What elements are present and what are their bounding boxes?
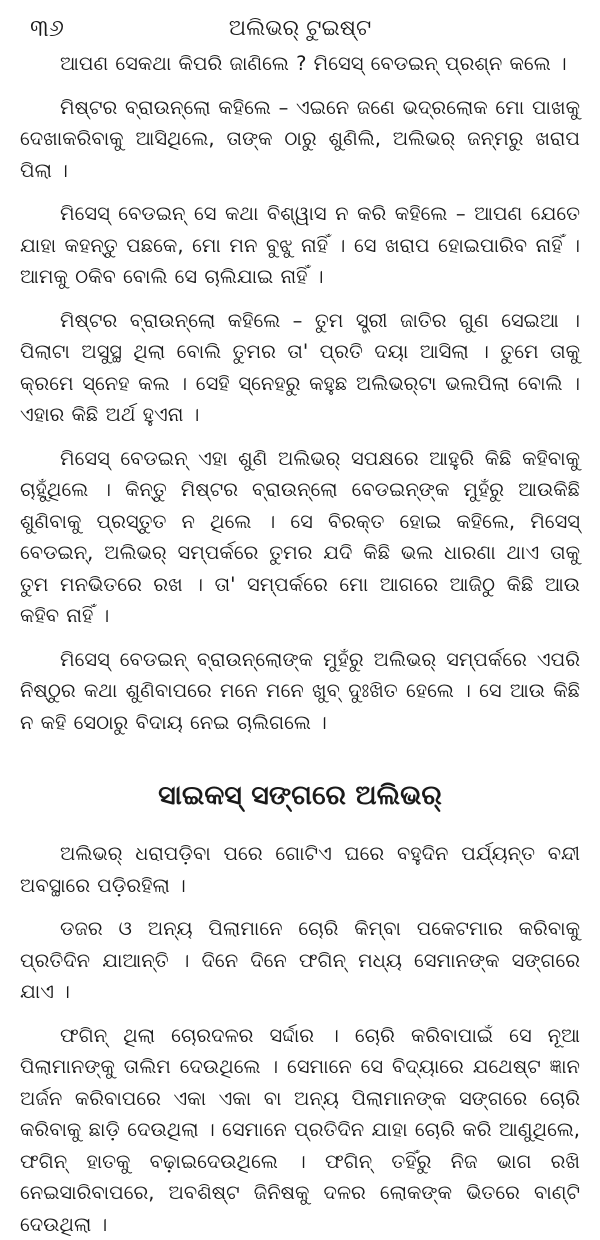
running-title: ଅଲିଭର୍ ଟୁଇଷ୍ଟ xyxy=(20,16,580,41)
paragraph: ଡଜର ଓ ଅନ୍ୟ ପିଲାମାନେ ଚୋରି କିମ୍ବା ପକେଟମାର କରିବାକୁ ପ୍ରତିଦିନ ଯାଆନ୍ତି । ଦିନେ ଦିନେ ଫଗିନ୍ ମଧ୍ୟ ସେମାନଙ୍କ ସଙ୍ଗରେ ଯାଏ । xyxy=(20,913,580,1008)
paragraph: ଆପଣ ସେକଥା କିପରି ଜାଣିଲେ ? ମିସେସ୍ ବେଡଇନ୍ ପ୍ରଶ୍ନ କଲେ । xyxy=(20,48,580,80)
paragraph: ମିସେସ୍ ବେଡଇନ୍ ବ୍ରାଉନ୍‌ଲୋଙ୍କ ମୁହଁରୁ ଅଲିଭର୍ ସମ୍ପର୍କରେ ଏପରି ନିଷ୍ଠୁର କଥା ଶୁଣିବାପରେ ମନେ ମନେ ଖୁବ୍ ଦୁଃଖିତ ହେଲେ । ସେ ଆଉ କିଛି ନ କହି ସେଠାରୁ ବିଦାୟ ନେଇ ଚାଲିଗଲେ । xyxy=(20,644,580,739)
paragraph: ମିଷ୍ଟର ବ୍ରାଉନ୍‌ଲୋ କହିଲେ – ଏଇନେ ଜଣେ ଭଦ୍ରଲୋକ ମୋ ପାଖକୁ ଦେଖାକରିବାକୁ ଆସିଥିଲେ, ତାଙ୍କ ଠାରୁ ଶୁଣିଲି, ଅଲିଭର୍ ଜନ୍ମରୁ ଖରାପ ପିଲା । xyxy=(20,92,580,187)
page-number: ୩୬ xyxy=(30,14,64,42)
paragraph: ମିସେସ୍ ବେଡଇନ୍ ଏହା ଶୁଣି ଅଲିଭର୍ ସପକ୍ଷରେ ଆହୁରି କିଛି କହିବାକୁ ଚାହୁଁଥିଲେ । କିନ୍ତୁ ମିଷ୍ଟର ବ୍ରାଉନ୍‌ଲୋ ବେଡଇନ୍‌ଙ୍କ ମୁହଁରୁ ଆଉକିଛି ଶୁଣିବାକୁ ପ୍ରସ୍ତୁତ ନ ଥିଲେ । ସେ ବିରକ୍ତ ହୋଇ କହିଲେ, ମିସେସ୍ ବେଡଇନ୍, ଅଲିଭର୍ ସମ୍ପର୍କରେ ତୁମର ଯଦି କିଛି ଭଲ ଧାରଣା ଥାଏ ତାକୁ ତୁମ ମନଭିତରେ ରଖ । ତା' ସମ୍ପର୍କରେ ମୋ ଆଗରେ ଆଜିଠୁ କିଛି ଆଉ କହିବ ନାହିଁ । xyxy=(20,443,580,632)
section-heading: ସାଇକସ୍ ସଙ୍ଗରେ ଅଲିଭର୍ xyxy=(20,778,580,814)
section-text xyxy=(20,838,580,1240)
paragraph: ଅଲିଭର୍ ଧରାପଡ଼ିବା ପରେ ଗୋଟିଏ ଘରେ ବହୁଦିନ ପର୍ଯ୍ୟନ୍ତ ବନ୍ଦୀ ଅବସ୍ଥାରେ ପଡ଼ିରହିଲା । xyxy=(20,838,580,901)
paragraph: ମିସେସ୍ ବେଡଇନ୍ ସେ କଥା ବିଶ୍ୱାସ ନ କରି କହିଲେ – ଆପଣ ଯେତେ ଯାହା କହନ୍ତୁ ପଛକେ, ମୋ ମନ ବୁଝୁ ନାହିଁ । ସେ ଖରାପ ହୋଇପାରିବ ନାହିଁ । ଆମକୁ ଠକିବ ବୋଲି ସେ ଚାଲିଯାଇ ନାହିଁ । xyxy=(20,198,580,293)
paragraph: ଫଗିନ୍ ଥିଲା ଚୋରଦଳର ସର୍ଦ୍ଦାର । ଚୋରି କରିବାପାଇଁ ସେ ନୂଆ ପିଲାମାନଙ୍କୁ ତାଲିମ ଦେଉଥିଲେ । ସେମାନେ ସେ ବିଦ୍ୟାରେ ଯଥେଷ୍ଟ ଜ୍ଞାନ ଅର୍ଜନ କରିବାପରେ ଏକା ଏକା ବା ଅନ୍ୟ ପିଲାମାନଙ୍କ ସଙ୍ଗରେ ଚୋରି କରିବାକୁ ଛାଡ଼ି ଦେଉଥିଲା । ସେମାନେ ପ୍ରତିଦିନ ଯାହା ଚୋରି କରି ଆଣୁଥିଲେ, ଫଗିନ୍ ହାତକୁ ବଢ଼ାଇଦେଉଥିଲେ । ଫଗିନ୍ ତହିଁରୁ ନିଜ ଭାଗ ରଖି ନେଇସାରିବାପରେ, ଅବଶିଷ୍ଟ ଜିନିଷକୁ ଦଳର ଲୋକଙ୍କ ଭିତରେ ବାଣ୍ଟି ଦେଉଥିଲା । xyxy=(20,1020,580,1240)
paragraph: ମିଷ୍ଟର ବ୍ରାଉନ୍‌ଲୋ କହିଲେ – ତୁମ ସ୍ତ୍ରୀ ଜାତିର ଗୁଣ ସେଇଆ । ପିଲାଟା ଅସୁସ୍ଥ ଥିଲା ବୋଲି ତୁମର ତା' ପ୍ରତି ଦୟା ଆସିଲା । ତୁମେ ତାକୁ କ୍ରମେ ସ୍ନେହ କଲ । ସେହି ସ୍ନେହରୁ କହୁଛ ଅଲିଭର୍‌ଟା ଭଲପିଲା ବୋଲି । ଏହାର କିଛି ଅର୍ଥ ହୁଏନା । xyxy=(20,305,580,431)
chapter-end-text xyxy=(20,48,580,738)
running-head xyxy=(20,8,580,48)
